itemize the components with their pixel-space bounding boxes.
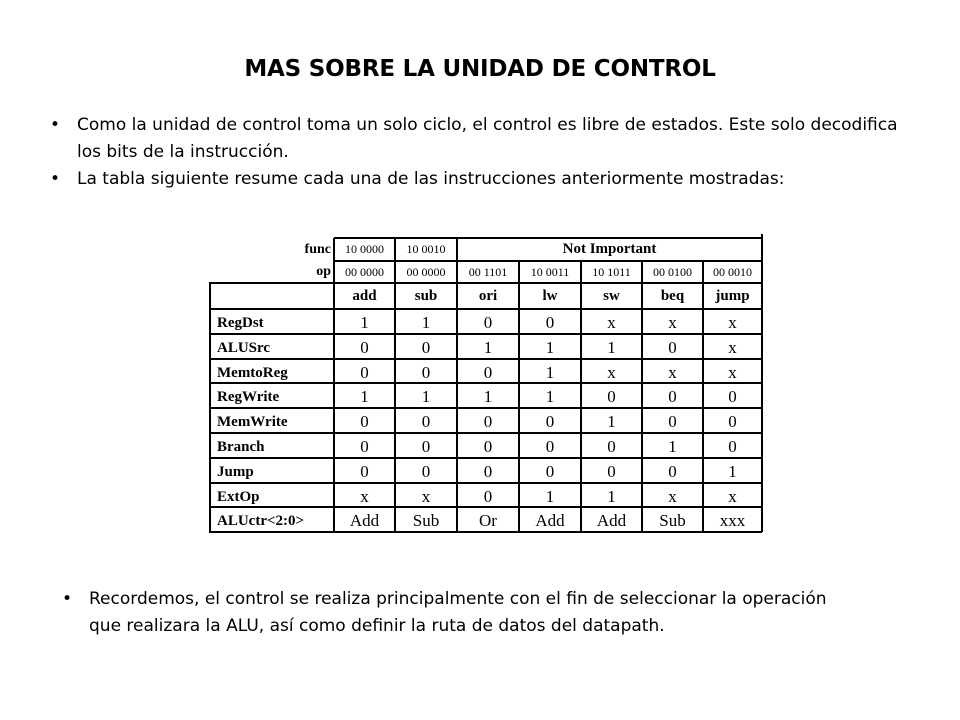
bullet-text: La tabla siguiente resume cada una de las instrucciones anteriormente mostradas: (77, 169, 785, 189)
signal-value: 0 (360, 461, 369, 481)
signal-value: 0 (483, 412, 493, 432)
instruction-name: sw (603, 288, 620, 304)
signal-value: 1 (607, 486, 616, 506)
op-value: 10 0011 (530, 265, 570, 279)
bullet-item (50, 112, 910, 166)
signal-value: 0 (668, 387, 677, 407)
table-rule (209, 308, 762, 310)
signal-value: 0 (728, 437, 737, 456)
signal-value: x (728, 337, 737, 357)
signal-value: 1 (545, 486, 555, 506)
signal-value: 0 (421, 362, 431, 382)
signal-value: xxx (719, 511, 746, 531)
signal-value: x (668, 313, 677, 332)
table-rule (209, 282, 762, 284)
bottom-bullet-list (62, 586, 862, 640)
table-rule (209, 358, 762, 360)
signal-value: 1 (668, 437, 677, 456)
op-label: op (316, 264, 331, 279)
table-rule (209, 457, 762, 459)
table-rule (209, 506, 762, 508)
instruction-name: jump (715, 288, 750, 304)
signal-value: 0 (360, 337, 369, 357)
signal-value: x (728, 486, 737, 506)
signal-label: MemWrite (217, 414, 288, 431)
signal-value: 1 (360, 313, 369, 332)
signal-value: 1 (728, 461, 737, 481)
signal-value: 0 (483, 362, 493, 382)
signal-value: Sub (659, 511, 686, 531)
signal-value: Add (596, 511, 627, 531)
op-value: 10 1011 (592, 265, 631, 279)
signal-label: Jump (217, 463, 254, 480)
op-value: 00 0000 (406, 265, 446, 279)
signal-value: x (668, 362, 677, 382)
signal-value: x (421, 486, 431, 506)
bullet-list (50, 112, 910, 193)
table-rule (209, 531, 762, 533)
signal-value: 0 (483, 313, 493, 332)
signal-value: 0 (668, 412, 677, 432)
table-rule (209, 283, 211, 532)
table-rule (641, 261, 643, 532)
signal-value: 1 (545, 337, 555, 357)
table-rule (209, 407, 762, 409)
signal-label: RegDst (217, 315, 264, 331)
signal-value: 0 (728, 412, 737, 432)
signal-label: ALUctr<2:0> (217, 513, 305, 530)
instruction-name: beq (660, 288, 685, 304)
signal-value: 0 (360, 412, 369, 432)
signal-value: 0 (728, 387, 737, 407)
table-rule (334, 260, 762, 262)
table-rule (333, 238, 335, 532)
table-rule (334, 237, 762, 239)
signal-value: 1 (607, 412, 616, 432)
table-rule (209, 333, 762, 335)
op-value: 00 0010 (713, 265, 752, 279)
signal-value: x (668, 486, 677, 506)
signal-value: 0 (545, 461, 555, 481)
op-value: 00 0000 (345, 265, 384, 279)
table-rule (209, 382, 762, 384)
bullet-item (50, 166, 910, 193)
signal-value: Or (479, 511, 497, 531)
table-rule (209, 482, 762, 484)
signal-value: 0 (545, 412, 555, 432)
signal-value: 0 (545, 313, 555, 332)
signal-value: 0 (483, 486, 493, 506)
signal-value: 0 (360, 362, 369, 382)
table-rule (702, 261, 704, 532)
signal-value: x (607, 362, 616, 382)
signal-value: 1 (360, 387, 369, 407)
bullet-text: Recordemos, el control se realiza principalmente con el fin de seleccionar la operación que realizara la ALU, así como definir la ruta de datos del datapath. (89, 589, 827, 636)
op-value: 00 1101 (468, 265, 508, 279)
bullet-marker: • (50, 115, 61, 135)
signal-value: 1 (545, 387, 555, 407)
signal-value: x (607, 313, 616, 332)
instruction-name: add (352, 288, 377, 304)
signal-label: Branch (217, 439, 265, 455)
table-rule (209, 432, 762, 434)
table-rule (518, 261, 520, 532)
signal-value: 0 (545, 437, 555, 456)
signal-label: ALUSrc (217, 339, 271, 356)
signal-value: 1 (545, 362, 555, 382)
bullet-marker: • (62, 589, 73, 609)
signal-value: 0 (607, 437, 616, 456)
signal-value: 1 (607, 337, 616, 357)
func-value: 10 0000 (345, 242, 384, 256)
table-rule (456, 238, 458, 532)
instruction-name: sub (414, 288, 438, 304)
signal-label: RegWrite (217, 389, 280, 406)
signal-value: 0 (668, 337, 677, 357)
instruction-name: ori (478, 288, 498, 304)
signal-value: 0 (421, 461, 431, 481)
bullet-item (62, 586, 862, 640)
signal-value: 1 (421, 313, 431, 332)
signal-value: 0 (483, 437, 493, 456)
func-label: func (304, 242, 331, 257)
bullet-text: Como la unidad de control toma un solo ciclo, el control es libre de estados. Este solo decodifica los bits de la instrucción. (77, 115, 898, 162)
signal-label: MemtoReg (217, 364, 288, 381)
signal-value: 1 (483, 387, 493, 407)
signal-value: Add (535, 511, 565, 531)
signal-value: 0 (607, 461, 616, 481)
signal-label: ExtOp (217, 488, 260, 505)
table-rule (394, 238, 396, 532)
not-important-label: Not Important (562, 241, 657, 257)
signal-value: x (728, 313, 737, 332)
slide-title: MAS SOBRE LA UNIDAD DE CONTROL (244, 56, 716, 82)
signal-value: Add (349, 511, 380, 531)
signal-value: Sub (412, 511, 440, 531)
instruction-name: lw (542, 288, 558, 304)
signal-value: 0 (668, 461, 677, 481)
signal-value: 0 (607, 387, 616, 407)
control-signals-table (209, 236, 762, 535)
bullet-marker: • (50, 169, 61, 189)
signal-value: 0 (360, 437, 369, 456)
signal-value: x (728, 362, 737, 382)
signal-value: 0 (421, 337, 431, 357)
signal-value: 0 (421, 412, 431, 432)
signal-value: x (360, 486, 369, 506)
op-value: 00 0100 (653, 265, 692, 279)
table-rule (580, 261, 582, 532)
func-value: 10 0010 (406, 242, 446, 256)
table-rule (761, 234, 763, 532)
signal-value: 0 (421, 437, 431, 456)
signal-value: 1 (483, 337, 493, 357)
signal-value: 0 (483, 461, 493, 481)
signal-value: 1 (421, 387, 431, 407)
